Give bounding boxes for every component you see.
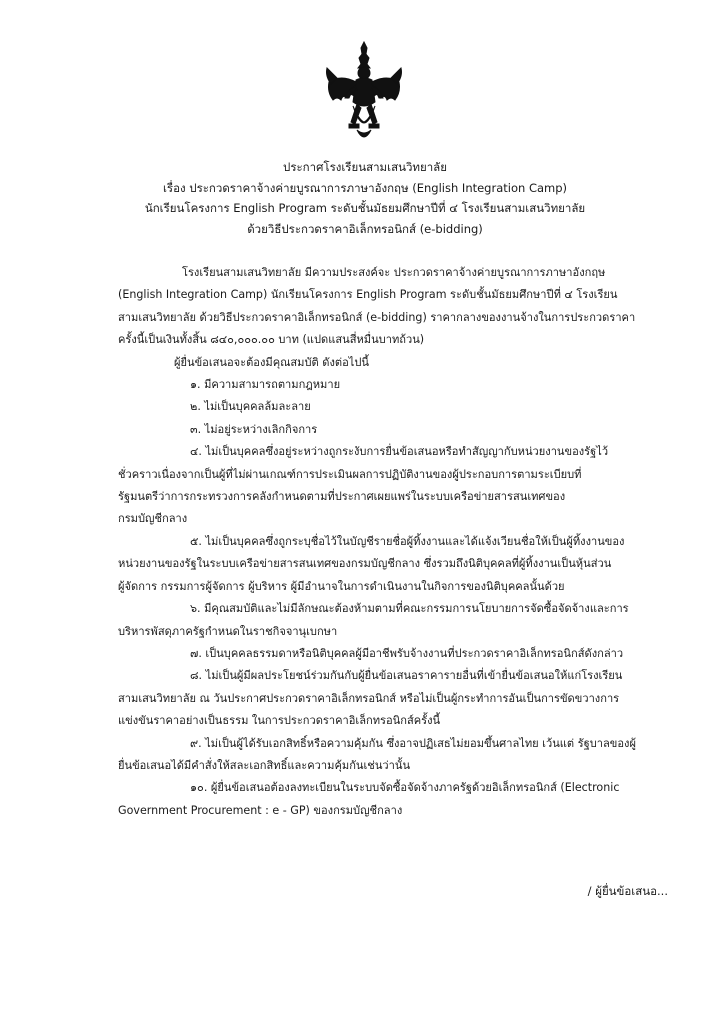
qualification-item — [118, 419, 666, 441]
qualification-item — [118, 733, 666, 778]
intro-line: สามเสนวิทยาลัย ด้วยวิธีประกวดราคาอิเล็กทรอนิกส์ (e-bidding) ราคากลางของงานจ้างในการประกวดราคา — [118, 310, 636, 324]
item-line: ๗. เป็นบุคคลธรรมดาหรือนิติบุคคลผู้มีอาชีพรับจ้างงานที่ประกวดราคาอิเล็กทรอนิกส์ดังกล่าว — [190, 646, 624, 660]
qualification-item — [118, 441, 666, 531]
item-line: ๕. ไม่เป็นบุคคลซึ่งถูกระบุชื่อไว้ในบัญชีรายชื่อผู้ทิ้งงานและได้แจ้งเวียนชื่อให้เป็นผู้ทิ้งงานของ — [190, 534, 625, 548]
item-line: ๖. มีคุณสมบัติและไม่มีลักษณะต้องห้ามตามที่คณะกรรมการนโยบายการจัดซื้อจัดจ้างและการ — [190, 602, 629, 616]
subject-line: เรื่อง ประกวดราคาจ้างค่ายบูรณาการภาษาอังกฤษ (English Integration Camp) — [162, 180, 568, 195]
item-line: ๑. มีความสามารถตามกฎหมาย — [190, 378, 341, 392]
program-line: นักเรียนโครงการ English Program ระดับชั้นมัธยมศึกษาปีที่ ๔ โรงเรียนสามเสนวิทยาลัย — [144, 201, 586, 215]
item-line: กรมบัญชีกลาง — [118, 512, 188, 526]
qualifications-heading: ผู้ยื่นข้อเสนอจะต้องมีคุณสมบัติ ดังต่อไปนี้ — [174, 355, 369, 369]
qualification-item — [118, 643, 666, 665]
qualification-item — [118, 777, 666, 822]
item-line: แข่งขันราคาอย่างเป็นธรรม ในการประกวดราคาอิเล็กทรอนิกส์ครั้งนี้ — [118, 714, 441, 728]
item-line: Government Procurement : e - GP) ของกรมบัญชีกลาง — [118, 803, 403, 817]
qualification-item — [118, 531, 666, 598]
qualification-item — [118, 598, 666, 643]
item-line: ๑๐. ผู้ยื่นข้อเสนอต้องลงทะเบียนในระบบจัดซื้อจัดจ้างภาครัฐด้วยอิเล็กทรอนิกส์ (Electronic — [190, 781, 620, 795]
intro-line: (English Integration Camp) นักเรียนโครงการ English Program ระดับชั้นมัธยมศึกษาปีที่ ๔ โรงเรียน — [118, 288, 618, 302]
garuda-emblem-icon — [323, 40, 405, 145]
item-line: ชั่วคราวเนื่องจากเป็นผู้ที่ไม่ผ่านเกณฑ์การประเมินผลการปฏิบัติงานของผู้ประกอบการตามระเบียบที่ — [118, 467, 582, 481]
intro-paragraph — [118, 262, 666, 352]
org-line: ประกาศโรงเรียนสามเสนวิทยาลัย — [283, 160, 447, 174]
item-line: ผู้จัดการ กรรมการผู้จัดการ ผู้บริหาร ผู้มีอำนาจในการดำเนินงานในกิจการของนิติบุคคลนั้นด้วย — [118, 579, 565, 593]
item-line: ๒. ไม่เป็นบุคคลล้มละลาย — [190, 400, 311, 414]
qualification-item — [118, 665, 666, 732]
intro-line: โรงเรียนสามเสนวิทยาลัย มีความประสงค์จะ ประกวดราคาจ้างค่ายบูรณาการภาษาอังกฤษ — [182, 266, 606, 279]
intro-line: ครั้งนี้เป็นเงินทั้งสิ้น ๘๔๐,๐๐๐.๐๐ บาท (แปดแสนสี่หมื่นบาทถ้วน) — [118, 333, 425, 347]
item-line: รัฐมนตรีว่าการกระทรวงการคลังกำหนดตามที่ประกาศเผยแพร่ในระบบเครือข่ายสารสนเทศของ — [118, 490, 566, 504]
item-line: ๔. ไม่เป็นบุคคลซึ่งอยู่ระหว่างถูกระงับการยื่นข้อเสนอหรือทำสัญญากับหน่วยงานของรัฐไว้ — [190, 445, 609, 459]
announcement-body — [118, 262, 666, 822]
item-line: สามเสนวิทยาลัย ณ วันประกาศประกวดราคาอิเล็กทรอนิกส์ หรือไม่เป็นผู้กระทำการอันเป็นการขัดขวางการ — [118, 691, 620, 705]
item-line: ๘. ไม่เป็นผู้มีผลประโยชน์ร่วมกันกับผู้ยื่นข้อเสนอราคารายอื่นที่เข้ายื่นข้อเสนอให้แก่โรงเรียน — [190, 669, 623, 683]
announcement-heading — [60, 157, 670, 239]
qualification-item — [118, 396, 666, 418]
method-line: ด้วยวิธีประกวดราคาอิเล็กทรอนิกส์ (e-bidding) — [247, 221, 483, 236]
item-line: บริหารพัสดุภาครัฐกำหนดในราชกิจจานุเบกษา — [118, 624, 338, 638]
qualification-item — [118, 374, 666, 396]
item-line: ยื่นข้อเสนอได้มีคำสั่งให้สละเอกสิทธิ์และความคุ้มกันเช่นว่านั้น — [118, 758, 411, 772]
item-line: หน่วยงานของรัฐในระบบเครือข่ายสารสนเทศของกรมบัญชีกลาง ซึ่งรวมถึงนิติบุคคลที่ผู้ทิ้งงานเป็นหุ้นส่วน — [118, 557, 612, 571]
item-line: ๓. ไม่อยู่ระหว่างเลิกกิจการ — [190, 422, 318, 436]
continuation-note: / ผู้ยื่นข้อเสนอ... — [587, 884, 668, 898]
item-line: ๙. ไม่เป็นผู้ได้รับเอกสิทธิ์หรือความคุ้มกัน ซึ่งอาจปฏิเสธไม่ยอมขึ้นศาลไทย เว้นแต่ รัฐบาลของผู้ — [190, 736, 636, 750]
